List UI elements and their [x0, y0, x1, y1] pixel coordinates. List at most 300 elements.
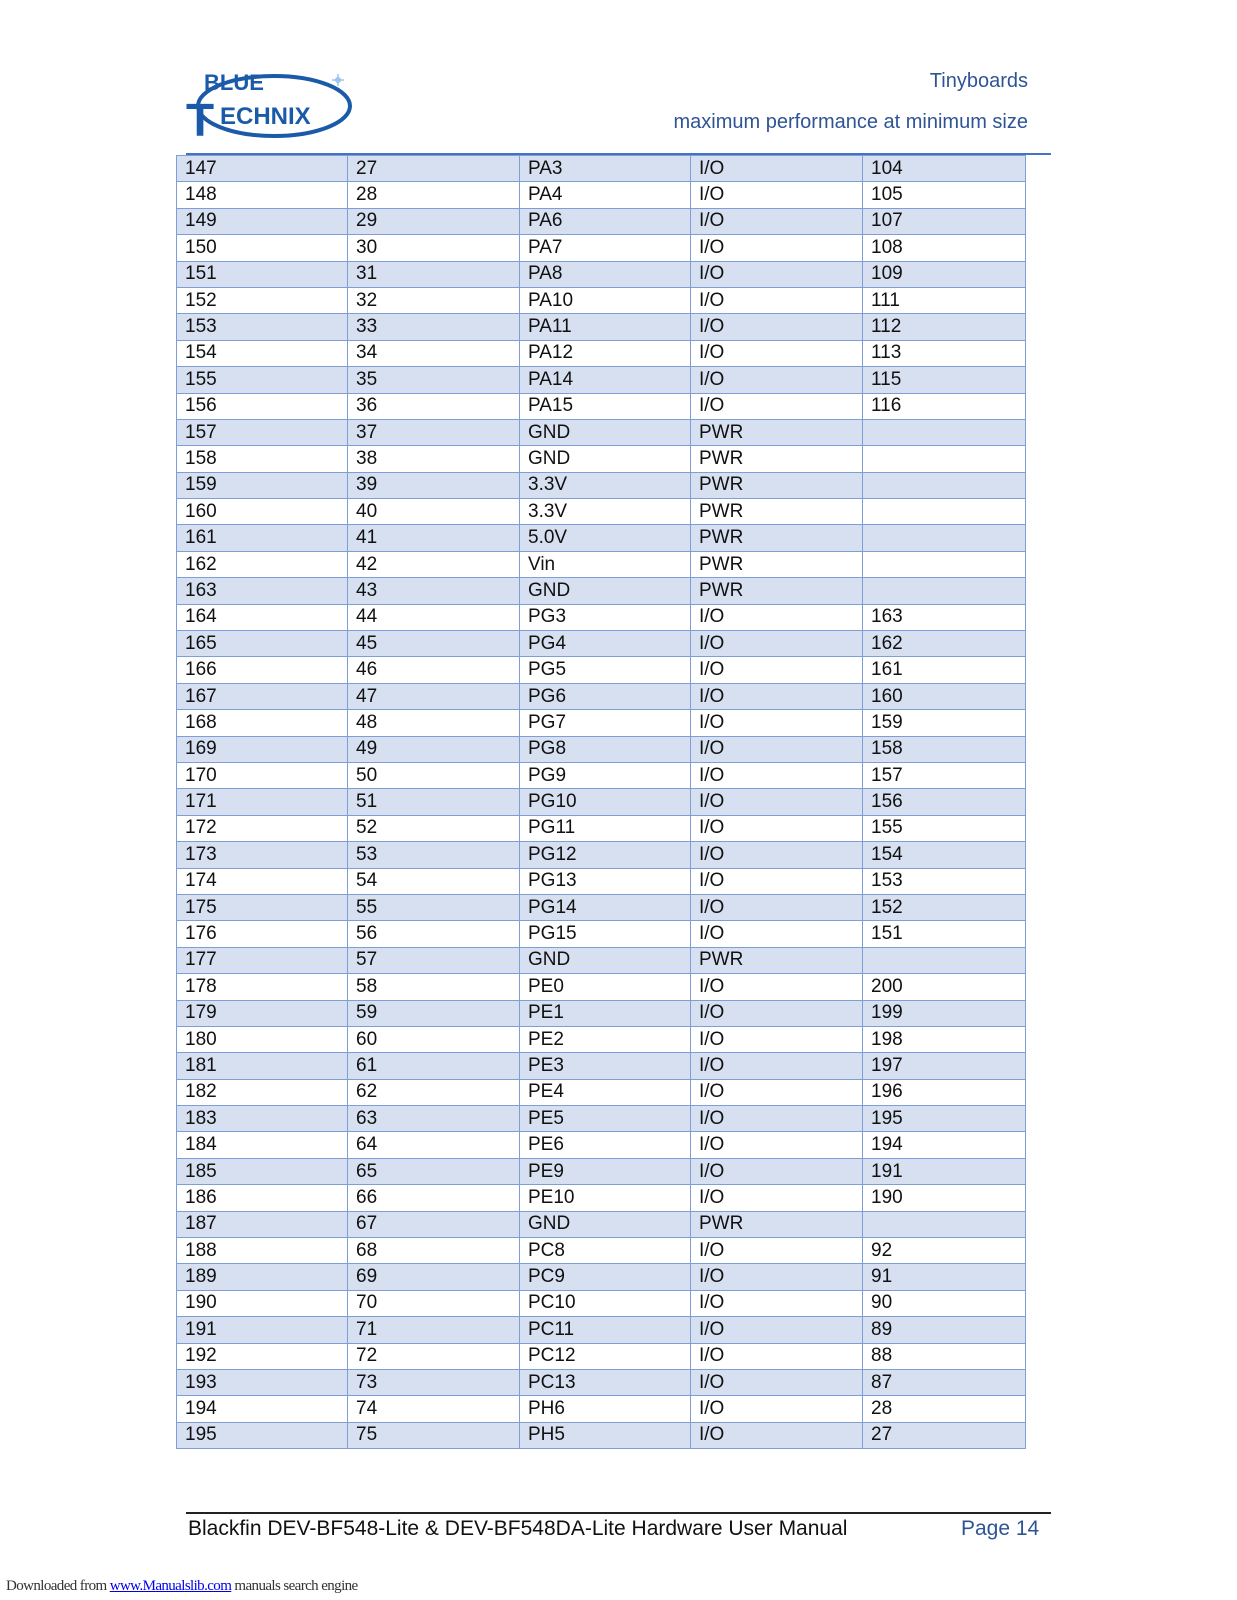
table-row	[177, 1185, 1026, 1211]
table-cell: 30	[348, 235, 520, 261]
table-cell: PC12	[520, 1343, 691, 1369]
table-cell: 152	[177, 287, 348, 313]
table-cell: I/O	[691, 1317, 863, 1343]
table-cell: PG9	[520, 762, 691, 788]
table-cell: 58	[348, 974, 520, 1000]
table-cell: 67	[348, 1211, 520, 1237]
table-cell	[863, 578, 1026, 604]
table-cell: 37	[348, 419, 520, 445]
table-cell: 3.3V	[520, 472, 691, 498]
table-row	[177, 631, 1026, 657]
table-cell: 39	[348, 472, 520, 498]
table-cell: PE1	[520, 1000, 691, 1026]
table-row	[177, 287, 1026, 313]
table-row	[177, 762, 1026, 788]
table-row	[177, 261, 1026, 287]
table-cell: PWR	[691, 419, 863, 445]
table-cell: 113	[863, 340, 1026, 366]
table-cell: 47	[348, 683, 520, 709]
table-cell: PWR	[691, 525, 863, 551]
table-cell: PWR	[691, 551, 863, 577]
table-row	[177, 1422, 1026, 1448]
table-cell: I/O	[691, 1369, 863, 1395]
table-row	[177, 1290, 1026, 1316]
table-row	[177, 1369, 1026, 1395]
table-cell: PH6	[520, 1396, 691, 1422]
table-cell: GND	[520, 446, 691, 472]
table-cell	[863, 551, 1026, 577]
table-cell: 159	[177, 472, 348, 498]
table-cell: 49	[348, 736, 520, 762]
table-row	[177, 842, 1026, 868]
table-cell: 72	[348, 1343, 520, 1369]
table-row	[177, 1026, 1026, 1052]
table-cell: I/O	[691, 208, 863, 234]
table-cell: 34	[348, 340, 520, 366]
table-cell: PA10	[520, 287, 691, 313]
table-cell: 169	[177, 736, 348, 762]
table-cell: I/O	[691, 156, 863, 182]
table-cell: 185	[177, 1158, 348, 1184]
table-cell: 60	[348, 1026, 520, 1052]
table-cell: 55	[348, 894, 520, 920]
table-cell: I/O	[691, 736, 863, 762]
table-cell: 160	[863, 683, 1026, 709]
table-row	[177, 419, 1026, 445]
table-row	[177, 499, 1026, 525]
table-row	[177, 1079, 1026, 1105]
table-cell: 153	[177, 314, 348, 340]
table-cell: 62	[348, 1079, 520, 1105]
table-cell: I/O	[691, 1000, 863, 1026]
table-cell: 162	[863, 631, 1026, 657]
table-row	[177, 367, 1026, 393]
table-cell: PWR	[691, 472, 863, 498]
table-row	[177, 947, 1026, 973]
table-cell: 191	[177, 1317, 348, 1343]
table-cell: PWR	[691, 1211, 863, 1237]
table-cell: 45	[348, 631, 520, 657]
table-row	[177, 446, 1026, 472]
table-cell: PG5	[520, 657, 691, 683]
table-cell: Vin	[520, 551, 691, 577]
table-cell: PWR	[691, 446, 863, 472]
table-cell: 186	[177, 1185, 348, 1211]
logo-echnix-text: ECHNIX	[220, 103, 311, 130]
table-row	[177, 736, 1026, 762]
table-cell: 163	[177, 578, 348, 604]
table-cell: 195	[863, 1106, 1026, 1132]
table-cell: 87	[863, 1369, 1026, 1395]
table-cell: 51	[348, 789, 520, 815]
table-cell: 155	[863, 815, 1026, 841]
table-cell: 46	[348, 657, 520, 683]
table-cell: I/O	[691, 762, 863, 788]
table-cell: 183	[177, 1106, 348, 1132]
table-row	[177, 1106, 1026, 1132]
table-cell: PA4	[520, 182, 691, 208]
table-cell: 160	[177, 499, 348, 525]
table-row	[177, 657, 1026, 683]
table-cell: 194	[863, 1132, 1026, 1158]
table-cell: 75	[348, 1422, 520, 1448]
table-cell: 147	[177, 156, 348, 182]
table-cell: 161	[177, 525, 348, 551]
table-cell: 50	[348, 762, 520, 788]
table-cell: 56	[348, 921, 520, 947]
table-cell: 158	[863, 736, 1026, 762]
table-cell: 29	[348, 208, 520, 234]
table-cell	[863, 419, 1026, 445]
table-cell: 69	[348, 1264, 520, 1290]
table-cell: I/O	[691, 367, 863, 393]
table-cell: PG14	[520, 894, 691, 920]
table-row	[177, 208, 1026, 234]
download-prefix: Downloaded from	[6, 1578, 110, 1594]
table-cell: 59	[348, 1000, 520, 1026]
table-cell	[863, 947, 1026, 973]
table-cell: 3.3V	[520, 499, 691, 525]
table-cell: 194	[177, 1396, 348, 1422]
table-row	[177, 1396, 1026, 1422]
table-cell: 197	[863, 1053, 1026, 1079]
table-row	[177, 1158, 1026, 1184]
table-cell: 150	[177, 235, 348, 261]
table-cell: 176	[177, 921, 348, 947]
table-cell: 33	[348, 314, 520, 340]
table-row	[177, 1264, 1026, 1290]
table-cell	[863, 499, 1026, 525]
table-cell: I/O	[691, 1185, 863, 1211]
table-cell: 104	[863, 156, 1026, 182]
table-cell: GND	[520, 947, 691, 973]
table-row	[177, 894, 1026, 920]
table-cell: PG7	[520, 710, 691, 736]
table-row	[177, 235, 1026, 261]
table-cell: PG13	[520, 868, 691, 894]
table-row	[177, 789, 1026, 815]
table-cell: 198	[863, 1026, 1026, 1052]
table-cell: I/O	[691, 393, 863, 419]
table-cell: 184	[177, 1132, 348, 1158]
table-row	[177, 921, 1026, 947]
table-cell: 190	[863, 1185, 1026, 1211]
table-cell: 179	[177, 1000, 348, 1026]
table-cell: 195	[177, 1422, 348, 1448]
table-cell: I/O	[691, 1079, 863, 1105]
table-cell: I/O	[691, 1343, 863, 1369]
table-cell: 173	[177, 842, 348, 868]
table-cell: 164	[177, 604, 348, 630]
table-cell: 53	[348, 842, 520, 868]
table-cell: 111	[863, 287, 1026, 313]
table-cell: GND	[520, 1211, 691, 1237]
table-cell: 74	[348, 1396, 520, 1422]
table-cell: I/O	[691, 1422, 863, 1448]
table-cell: 174	[177, 868, 348, 894]
table-row	[177, 551, 1026, 577]
table-cell: 43	[348, 578, 520, 604]
download-suffix: manuals search engine	[231, 1578, 358, 1594]
table-cell: 152	[863, 894, 1026, 920]
table-cell: I/O	[691, 842, 863, 868]
table-cell: PG3	[520, 604, 691, 630]
table-cell: 192	[177, 1343, 348, 1369]
table-cell: 27	[863, 1422, 1026, 1448]
table-cell: I/O	[691, 974, 863, 1000]
table-cell: 28	[348, 182, 520, 208]
table-cell: PA14	[520, 367, 691, 393]
table-row	[177, 1317, 1026, 1343]
download-note	[6, 1578, 358, 1595]
table-cell: 31	[348, 261, 520, 287]
table-cell: PWR	[691, 578, 863, 604]
footer-title: Blackfin DEV-BF548-Lite & DEV-BF548DA-Lite Hardware User Manual	[188, 1517, 848, 1540]
table-cell: 168	[177, 710, 348, 736]
table-row	[177, 1000, 1026, 1026]
table-cell: PG8	[520, 736, 691, 762]
table-cell: 177	[177, 947, 348, 973]
footer-divider	[186, 1512, 1051, 1514]
table-cell: 175	[177, 894, 348, 920]
table-cell: I/O	[691, 894, 863, 920]
table-cell: PC13	[520, 1369, 691, 1395]
table-cell: 157	[863, 762, 1026, 788]
table-cell: 71	[348, 1317, 520, 1343]
table-cell: I/O	[691, 1053, 863, 1079]
table-cell: 90	[863, 1290, 1026, 1316]
manualslib-link[interactable]: www.Manualslib.com	[109, 1578, 232, 1594]
table-cell: PWR	[691, 499, 863, 525]
table-cell: I/O	[691, 604, 863, 630]
table-cell: PG11	[520, 815, 691, 841]
table-cell	[863, 525, 1026, 551]
table-cell: PC9	[520, 1264, 691, 1290]
table-cell: 57	[348, 947, 520, 973]
table-cell: PA12	[520, 340, 691, 366]
table-cell: I/O	[691, 182, 863, 208]
table-cell: 54	[348, 868, 520, 894]
table-cell: 115	[863, 367, 1026, 393]
table-cell: 89	[863, 1317, 1026, 1343]
table-cell: 189	[177, 1264, 348, 1290]
table-cell: PC11	[520, 1317, 691, 1343]
table-cell: 151	[863, 921, 1026, 947]
table-row	[177, 1132, 1026, 1158]
table-cell: 73	[348, 1369, 520, 1395]
table-cell: 68	[348, 1238, 520, 1264]
table-cell: 193	[177, 1369, 348, 1395]
table-cell: PG4	[520, 631, 691, 657]
table-cell: 40	[348, 499, 520, 525]
table-cell: GND	[520, 419, 691, 445]
table-cell: PE9	[520, 1158, 691, 1184]
table-cell: PE6	[520, 1132, 691, 1158]
table-row	[177, 1211, 1026, 1237]
table-row	[177, 314, 1026, 340]
table-cell: 107	[863, 208, 1026, 234]
table-cell: I/O	[691, 287, 863, 313]
table-cell: I/O	[691, 1290, 863, 1316]
table-cell: I/O	[691, 1396, 863, 1422]
table-cell: 196	[863, 1079, 1026, 1105]
table-cell: 92	[863, 1238, 1026, 1264]
header-tagline-1: Tinyboards	[929, 70, 1028, 92]
table-cell: GND	[520, 578, 691, 604]
table-cell	[863, 472, 1026, 498]
table-cell: 52	[348, 815, 520, 841]
table-cell: PG10	[520, 789, 691, 815]
table-cell: I/O	[691, 1238, 863, 1264]
table-cell: 116	[863, 393, 1026, 419]
table-cell: PA15	[520, 393, 691, 419]
table-cell: 156	[863, 789, 1026, 815]
table-cell: PC8	[520, 1238, 691, 1264]
table-cell: 88	[863, 1343, 1026, 1369]
table-row	[177, 1343, 1026, 1369]
table-cell: I/O	[691, 631, 863, 657]
table-cell: 200	[863, 974, 1026, 1000]
table-cell: 162	[177, 551, 348, 577]
table-cell: 27	[348, 156, 520, 182]
table-cell: 165	[177, 631, 348, 657]
table-cell: PE4	[520, 1079, 691, 1105]
table-cell: 181	[177, 1053, 348, 1079]
table-cell: 171	[177, 789, 348, 815]
table-cell: 151	[177, 261, 348, 287]
table-cell: 105	[863, 182, 1026, 208]
table-cell: 187	[177, 1211, 348, 1237]
table-cell: 112	[863, 314, 1026, 340]
table-row	[177, 868, 1026, 894]
table-cell: I/O	[691, 815, 863, 841]
table-cell: 64	[348, 1132, 520, 1158]
table-cell: PA8	[520, 261, 691, 287]
bluetechnix-logo	[186, 66, 356, 146]
table-cell: 182	[177, 1079, 348, 1105]
table-cell: PE10	[520, 1185, 691, 1211]
table-cell: 155	[177, 367, 348, 393]
table-cell: 170	[177, 762, 348, 788]
table-row	[177, 604, 1026, 630]
table-cell: 161	[863, 657, 1026, 683]
table-cell: 91	[863, 1264, 1026, 1290]
table-cell: 191	[863, 1158, 1026, 1184]
table-cell: PE3	[520, 1053, 691, 1079]
pin-table	[176, 155, 1026, 1449]
table-cell: I/O	[691, 314, 863, 340]
table-row	[177, 683, 1026, 709]
table-cell: 153	[863, 868, 1026, 894]
table-cell: 199	[863, 1000, 1026, 1026]
table-cell: PA7	[520, 235, 691, 261]
table-cell: 149	[177, 208, 348, 234]
table-cell: 28	[863, 1396, 1026, 1422]
table-cell: 157	[177, 419, 348, 445]
table-cell: I/O	[691, 789, 863, 815]
table-cell: 65	[348, 1158, 520, 1184]
table-cell: PG12	[520, 842, 691, 868]
table-cell: PC10	[520, 1290, 691, 1316]
table-cell: 109	[863, 261, 1026, 287]
table-cell: 172	[177, 815, 348, 841]
table-cell: 163	[863, 604, 1026, 630]
table-cell: 38	[348, 446, 520, 472]
table-cell: I/O	[691, 710, 863, 736]
table-cell	[863, 446, 1026, 472]
table-cell: PE0	[520, 974, 691, 1000]
table-row	[177, 578, 1026, 604]
table-cell: PG6	[520, 683, 691, 709]
table-cell: 166	[177, 657, 348, 683]
table-cell: PE2	[520, 1026, 691, 1052]
table-cell: PE5	[520, 1106, 691, 1132]
table-row	[177, 1238, 1026, 1264]
table-cell: I/O	[691, 683, 863, 709]
table-cell: PG15	[520, 921, 691, 947]
page-number: Page 14	[961, 1517, 1040, 1540]
table-cell: I/O	[691, 1132, 863, 1158]
table-cell: 178	[177, 974, 348, 1000]
table-cell: PWR	[691, 947, 863, 973]
table-cell: 154	[177, 340, 348, 366]
table-row	[177, 182, 1026, 208]
table-row	[177, 974, 1026, 1000]
header-tagline-2: maximum performance at minimum size	[673, 111, 1028, 133]
table-cell: 154	[863, 842, 1026, 868]
table-cell: PA6	[520, 208, 691, 234]
table-row	[177, 525, 1026, 551]
table-cell: 36	[348, 393, 520, 419]
table-cell: 42	[348, 551, 520, 577]
table-cell: I/O	[691, 340, 863, 366]
table-cell: 156	[177, 393, 348, 419]
table-cell: 148	[177, 182, 348, 208]
table-cell: 61	[348, 1053, 520, 1079]
table-cell: 188	[177, 1238, 348, 1264]
table-cell: I/O	[691, 868, 863, 894]
table-cell: 159	[863, 710, 1026, 736]
table-cell: 48	[348, 710, 520, 736]
table-row	[177, 472, 1026, 498]
table-cell: 63	[348, 1106, 520, 1132]
table-cell: 66	[348, 1185, 520, 1211]
table-cell: 44	[348, 604, 520, 630]
table-cell: I/O	[691, 1026, 863, 1052]
table-row	[177, 156, 1026, 182]
table-cell: 5.0V	[520, 525, 691, 551]
table-cell: I/O	[691, 657, 863, 683]
table-cell	[863, 1211, 1026, 1237]
logo-t-letter: T	[186, 94, 215, 146]
table-cell: I/O	[691, 1106, 863, 1132]
table-cell: 108	[863, 235, 1026, 261]
table-cell: 167	[177, 683, 348, 709]
table-cell: I/O	[691, 1264, 863, 1290]
table-cell: PA3	[520, 156, 691, 182]
table-cell: I/O	[691, 235, 863, 261]
table-row	[177, 340, 1026, 366]
table-cell: 32	[348, 287, 520, 313]
table-row	[177, 815, 1026, 841]
table-cell: PA11	[520, 314, 691, 340]
table-row	[177, 1053, 1026, 1079]
table-row	[177, 393, 1026, 419]
table-cell: PH5	[520, 1422, 691, 1448]
pin-table-body	[177, 156, 1026, 1449]
table-cell: 35	[348, 367, 520, 393]
table-cell: I/O	[691, 1158, 863, 1184]
